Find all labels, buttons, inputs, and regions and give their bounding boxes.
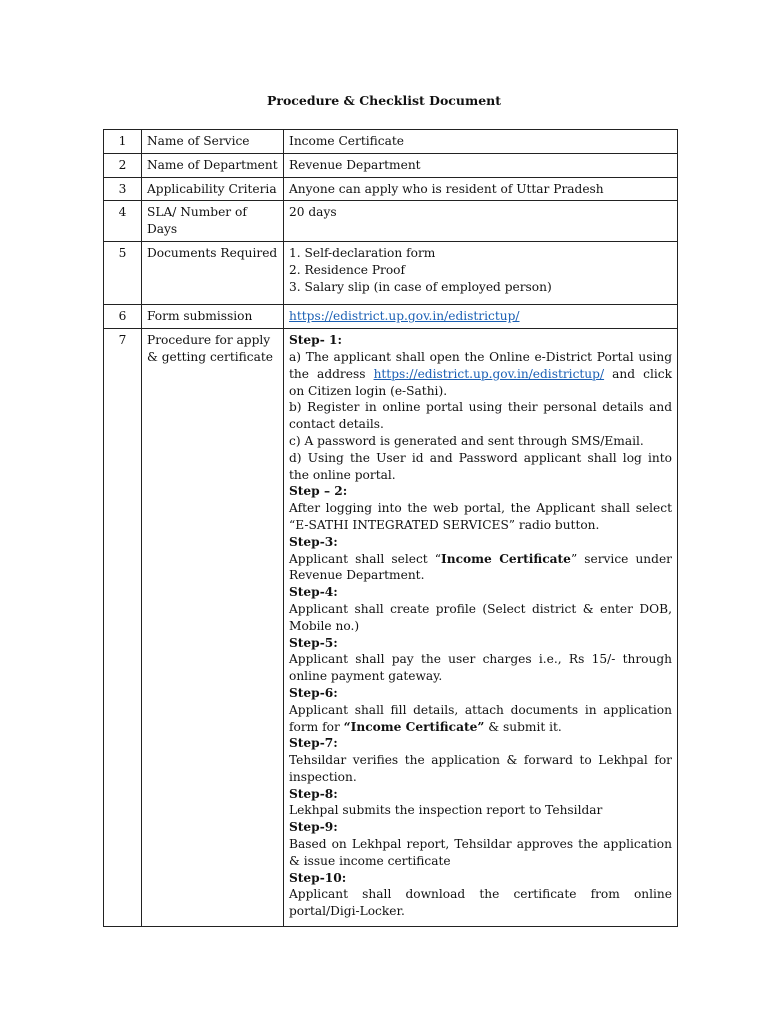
documents-list <box>284 241 678 304</box>
field-value: Income Certificate <box>284 130 678 154</box>
row-number: 6 <box>104 305 142 329</box>
step-2-text: After logging into the web portal, the Applicant shall select “E-SATHI INTEGRATED SERVICES” radio button. <box>289 501 672 532</box>
step-1-a-text-end: and click on Citizen login (e-Sathi). <box>289 366 673 398</box>
row-number: 4 <box>104 201 142 242</box>
step-1-a-text: a) The applicant shall open the Online e-District Portal using the address <box>289 349 672 381</box>
list-item: 2. Residence Proof <box>289 262 406 277</box>
row-number: 7 <box>104 329 142 927</box>
field-value <box>284 305 678 329</box>
step-6-text-start: Applicant shall fill details, attach documents in application form for <box>289 702 672 734</box>
step-10-heading: Step-10: <box>289 870 347 885</box>
step-3-text <box>289 551 672 585</box>
table-row <box>104 241 678 304</box>
step-1-b: b) Register in online portal using their personal details and contact details. <box>289 400 672 432</box>
table-row <box>104 130 678 154</box>
step-3-text-end: ” service under Revenue Department. <box>289 551 673 583</box>
field-name: Applicability Criteria <box>142 177 284 201</box>
step-8-heading: Step-8: <box>289 786 338 801</box>
step-6-text <box>289 702 672 736</box>
field-name: SLA/ Number of Days <box>142 201 284 242</box>
step-5-text: Applicant shall pay the user charges i.e., Rs 15/- through online payment gateway. <box>289 652 672 684</box>
step-5-heading: Step-5: <box>289 635 338 650</box>
step-3-service-name: Income Certificate <box>441 551 571 566</box>
step-9-heading: Step-9: <box>289 820 338 835</box>
page-title: Procedure & Checklist Document <box>266 93 502 108</box>
step-7-text: Tehsildar verifies the application & forward to Lekhpal for inspection. <box>289 753 672 784</box>
row-number: 3 <box>104 177 142 201</box>
step-4-text: Applicant shall create profile (Select district & enter DOB, Mobile no.) <box>289 601 672 633</box>
step-2-heading: Step – 2: <box>289 484 348 499</box>
table-row <box>104 329 678 927</box>
field-name: Form submission <box>142 305 284 329</box>
step-7-heading: Step-7: <box>289 736 338 751</box>
procedure-steps <box>284 329 678 927</box>
field-name: Documents Required <box>142 241 284 304</box>
table-row <box>104 305 678 329</box>
row-number: 5 <box>104 241 142 304</box>
step-6-service-name: “Income Certificate” <box>343 719 485 734</box>
step-1-d: d) Using the User id and Password applicant shall log into the online portal. <box>289 450 672 482</box>
field-value: 20 days <box>284 201 678 242</box>
field-name: Name of Service <box>142 130 284 154</box>
step-3-heading: Step-3: <box>289 534 338 549</box>
portal-link[interactable]: https://edistrict.up.gov.in/edistrictup/ <box>373 366 605 381</box>
table-row <box>104 153 678 177</box>
step-10-text: Applicant shall download the certificate from online portal/Digi-Locker. <box>289 887 672 919</box>
list-item: 3. Salary slip (in case of employed person) <box>289 279 552 294</box>
form-submission-link[interactable]: https://edistrict.up.gov.in/edistrictup/ <box>289 309 520 324</box>
row-number: 1 <box>104 130 142 154</box>
row-number: 2 <box>104 153 142 177</box>
field-value: Revenue Department <box>284 153 678 177</box>
step-9-text: Based on Lekhpal report, Tehsildar approves the application & issue income certificate <box>289 837 672 868</box>
table-row <box>104 201 678 242</box>
table-row <box>104 177 678 201</box>
step-1-a <box>289 349 672 399</box>
field-name: Procedure for apply & getting certificate <box>142 329 284 927</box>
step-3-text-start: Applicant shall select “ <box>289 551 442 566</box>
list-item: 1. Self-declaration form <box>289 245 436 260</box>
checklist-table <box>103 129 678 927</box>
step-6-text-end: & submit it. <box>484 719 562 734</box>
step-1-heading: Step- 1: <box>289 333 342 348</box>
field-value: Anyone can apply who is resident of Uttar Pradesh <box>284 177 678 201</box>
step-1-c: c) A password is generated and sent through SMS/Email. <box>289 433 644 448</box>
step-4-heading: Step-4: <box>289 585 338 600</box>
step-6-heading: Step-6: <box>289 685 338 700</box>
step-8-text: Lekhpal submits the inspection report to Tehsildar <box>289 803 603 818</box>
field-name: Name of Department <box>142 153 284 177</box>
